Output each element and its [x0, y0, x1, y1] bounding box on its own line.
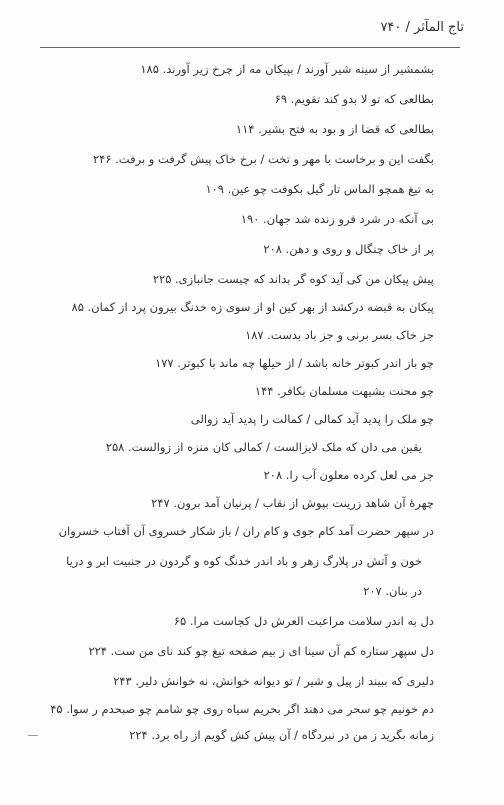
index-line: چهرهٔ آن شاهد زرینت بپوش از نقاب / پرنیان آمد برون. ۲۴۷	[151, 496, 434, 510]
index-line: دم خونیم چو سحر می دهند اگر بحریم سیاه روی چو شامم چو صبحدم ر سوا. ۴۵	[50, 702, 434, 716]
index-line: پر از خاک چنگال و روی و دهن. ۲۰۸	[263, 242, 434, 256]
index-line: چو ملک را پدید آید کمالی / کمالت را پدید آید زوالی	[190, 412, 434, 426]
index-line: پیش پیکان من کی آید کوه گر بداند که چیست جانبازی. ۲۲۵	[152, 272, 434, 286]
index-line: چو محنت بشیهت مسلمان بکافر. ۱۴۴	[254, 384, 434, 398]
index-line: دلیری که ببیند از پیل و شیر / تو دیوانه خوانش، نه خوانش دلیر. ۲۴۳	[113, 674, 434, 688]
index-line: چو باز اندر کبوتر خانه باشد / از حیلها چه ماند با کبوتر. ۱۷۷	[155, 356, 434, 370]
index-line: پیکان به قبضه درکشد از بهر کین او از سوی زه خدنگ بیرون پرد از کمان. ۸۵	[71, 300, 434, 314]
index-line: بشمشیر از سینه شیر آورند / بپیکان مه از چرخ زیر آورند. ۱۸۵	[140, 62, 434, 76]
index-line: بطالعی که قضا از و بود به فتح بشیر. ۱۱۴	[235, 122, 434, 136]
index-line: در سپهر حضرت آمد کام جوی و کام ران / باز شکار خسروی آن آفتاب خسروان	[58, 524, 434, 538]
index-line: جز خاک بسر برنی و جز باد بدست. ۱۸۷	[245, 328, 434, 342]
index-line: زمانه بگرید ز من در نبردگاه / آن پیش کش گویم از راه برد. ۲۲۴	[129, 728, 434, 742]
index-line: خون و آتش در پلارگ زهر و باد اندر خدنگ کوه و گردون در جنبیت ابر و دریا	[66, 554, 422, 568]
margin-mark	[28, 735, 38, 736]
running-head: تاج المآثر / ۷۴۰	[380, 20, 464, 35]
index-line: بگفت این و برخاست با مهر و تخت / برخ خاک پیش گرفت و برفت. ۲۴۶	[92, 152, 434, 166]
index-line: دل به اندر سلامت مراعبت العرش دل کجاست مرا. ۶۵	[173, 614, 434, 628]
index-line: بی آنکه در شرد فرو زنده شد جهان. ۱۹۰	[240, 212, 434, 226]
index-line: در بنان. ۲۰۷	[363, 584, 422, 598]
index-line: بطالعی که تو لا بدو کند تقویم. ۶۹	[274, 92, 434, 106]
index-line: جز می لعل کرده معلون آب را. ۲۰۸	[263, 468, 434, 482]
index-line: یقین می دان که ملک لایزالست / کمالی کان منزه از زوالست. ۲۵۸	[105, 440, 422, 454]
index-line: دل سپهر ستاره کم آن سینا ای ز بیم صفحه تیغ چو کند نای من ست. ۲۲۴	[88, 644, 434, 658]
index-line: به تیغ همچو الماس تار گیل بکوفت چو عین. ۱۰۹	[205, 182, 434, 196]
